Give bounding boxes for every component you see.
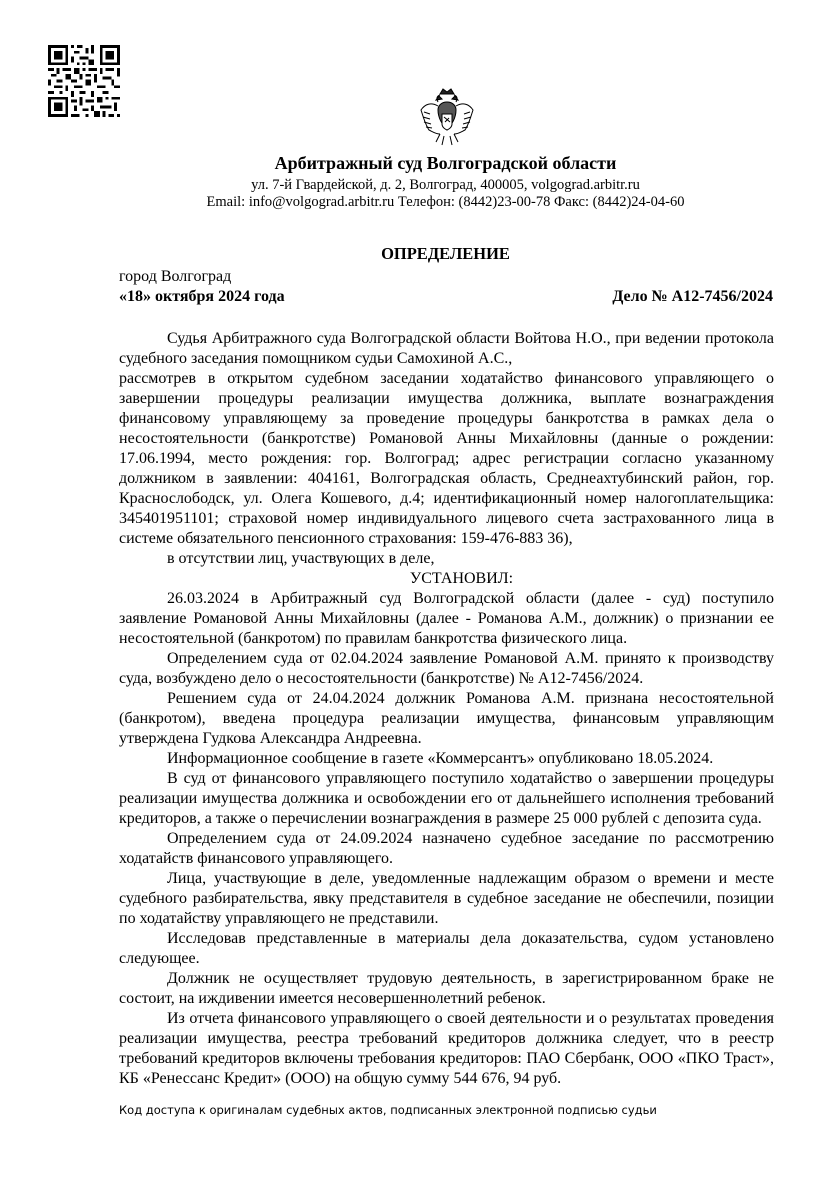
paragraph: Лица, участвующие в деле, уведомленные надлежащим образом о времени и месте судебного разбирательства, явку представителя в судебное заседание не обеспечили, позиции по ходатайству управляющего не представили. — [119, 870, 774, 927]
paragraph: Определением суда от 02.04.2024 заявление Романовой А.М. принято к производству суда, возбуждено дело о несостоятельности (банкротстве) № А12-7456/2024. — [119, 650, 774, 687]
paragraph: В суд от финансового управляющего поступило ходатайство о завершении процедуры реализации имущества должника и освобождении его от дальнейшего исполнения требований кредиторов, а также о перечислении вознаграждения в размере 25 000 рублей с депозита суда. — [119, 770, 774, 827]
access-code-note: Код доступа к оригиналам судебных актов, подписанных электронной подписью судьи — [119, 1103, 657, 1117]
document-title: ОПРЕДЕЛЕНИЕ — [381, 244, 510, 263]
paragraph: Информационное сообщение в газете «Коммерсантъ» опубликовано 18.05.2024. — [167, 750, 714, 767]
paragraph: рассмотрев в открытом судебном заседании ходатайство финансового управляющего о завершении процедуры реализации имущества должника, выплате вознаграждения финансовому управляющему за проведение процедуры банкротства в рамках дела о несостоятельности (банкротстве) Романовой Анны Михайловны (данные о рождении: 17.06.1994, место рождения: гор. Волгоград; адрес регистрации согласно указанному должником в заявлении: 404161, Волгоградская область, Среднеахтубинский район, гор. Краснослободск, ул. Олега Кошевого, д.4; идентификационный номер налогоплательщика: 345401951101; страховой номер индивидуального лицевого счета застрахованного лица в системе обязательного пенсионного страхования: 159-476-883 36), — [119, 370, 774, 547]
qr-code — [48, 45, 120, 117]
document-city: город Волгоград — [119, 268, 232, 285]
paragraph: Судья Арбитражного суда Волгоградской области Войтова Н.О., при ведении протокола судебного заседания помощником судьи Самохиной А.С., — [119, 330, 774, 367]
coat-of-arms-emblem — [414, 84, 480, 152]
court-address: ул. 7-й Гвардейской, д. 2, Волгоград, 400005, volgograd.arbitr.ru — [251, 177, 640, 193]
paragraph: Исследовав представленные в материалы дела доказательства, судом установлено следующее. — [119, 930, 774, 967]
paragraph: в отсутствии лиц, участвующих в деле, — [167, 550, 435, 567]
paragraph: Решением суда от 24.04.2024 должник Романова А.М. признана несостоятельной (банкротом), введена процедура реализации имущества, финансовым управляющим утверждена Гудкова Александра Андреевна. — [119, 690, 774, 747]
court-contacts: Email: info@volgograd.arbitr.ru Телефон: (8442)23-00-78 Факс: (8442)24-04-60 — [206, 194, 685, 210]
paragraph: Определением суда от 24.09.2024 назначено судебное заседание по рассмотрению ходатайств финансового управляющего. — [119, 830, 774, 867]
section-heading: УСТАНОВИЛ: — [409, 570, 514, 587]
paragraph: Должник не осуществляет трудовую деятельность, в зарегистрированном браке не состоит, на иждивении имеется несовершеннолетний ребенок. — [119, 970, 774, 1007]
court-name: Арбитражный суд Волгоградской области — [274, 153, 617, 173]
document-body — [119, 329, 774, 1089]
paragraph: 26.03.2024 в Арбитражный суд Волгоградской области (далее - суд) поступило заявление Романовой Анны Михайловны (далее - Романова А.М., должник) о признании ее несостоятельной (банкротом) по правилам банкротства физического лица. — [119, 590, 774, 647]
document-date: «18» октября 2024 года — [119, 288, 285, 305]
case-number: Дело № А12-7456/2024 — [612, 288, 773, 305]
paragraph: Из отчета финансового управляющего о своей деятельности и о результатах проведения реализации имущества, реестра требований кредиторов должника следует, что в реестр требований кредиторов включены требования кредиторов: ПАО Сбербанк, ООО «ПКО Траст», КБ «Ренессанс Кредит» (ООО) на общую сумму 544 676, 94 руб. — [119, 1010, 774, 1087]
